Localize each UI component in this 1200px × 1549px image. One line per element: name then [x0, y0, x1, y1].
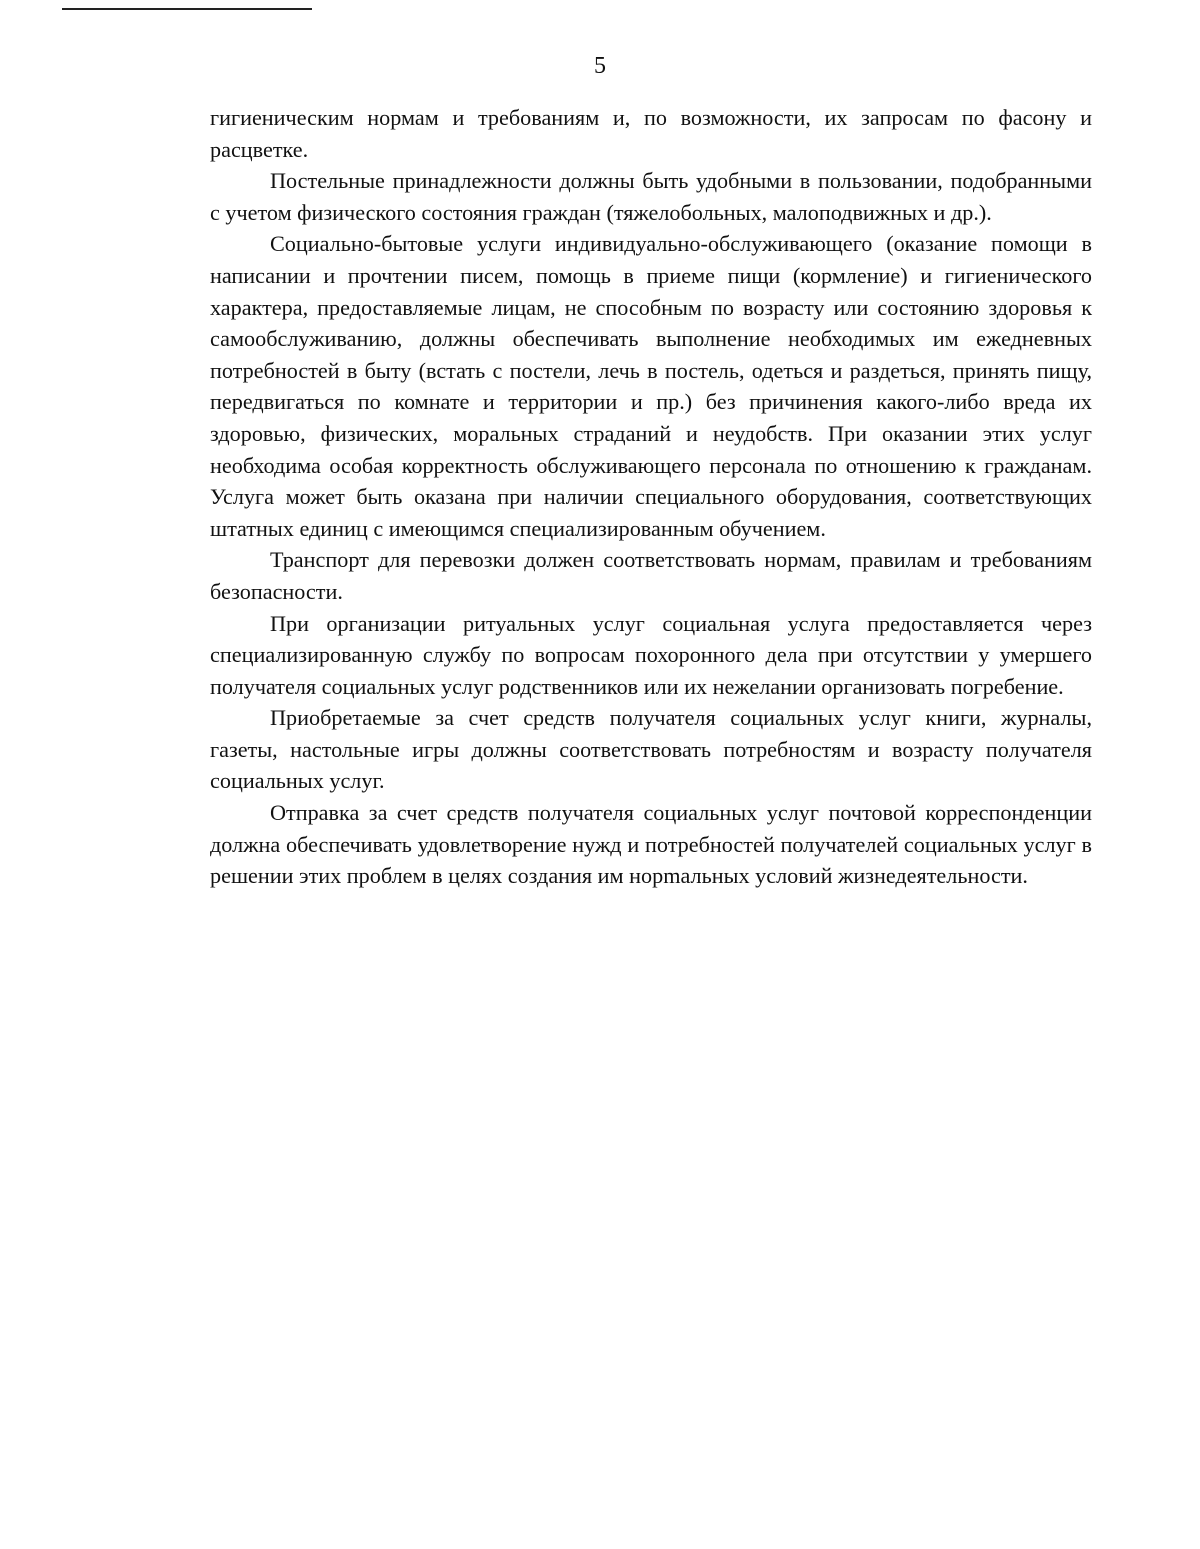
paragraph-2: Постельные принадлежности должны быть удобными в пользовании, подобранными с учетом физического состояния граждан (тяжелобольных, малоподвижных и др.). — [210, 168, 1092, 225]
paragraph-3: Социально-бытовые услуги индивидуально-обслуживающего (оказание помощи в написании и прочтении писем, помощь в приеме пищи (кормление) и гигиенического характера, предоставляемые лицам, не способным по возрасту или состоянию здоровья к самообслуживанию, должны обеспечивать выполнение необходимых им ежедневных потребностей в быту (встать с постели, лечь в постель, одеться и раздеться, принять пищу, передвигаться по комнате и территории и пр.) без причинения какого-либо вреда их здоровью, физических, моральных страданий и неудобств. При оказании этих услуг необходима особая корректность обслуживающего персонала по отношению к гражданам. Услуга может быть оказана при наличии специального оборудования, соответствующих штатных единиц с имеющимся специализированным обучением. — [210, 231, 1092, 541]
header-rule — [62, 8, 312, 10]
page-number: 5 — [594, 53, 606, 79]
paragraph-1: гигиеническим нормам и требованиям и, по возможности, их запросам по фасону и расцветке. — [210, 105, 1092, 162]
paragraph-6: Приобретаемые за счет средств получателя социальных услуг книги, журналы, газеты, настольные игры должны соответствовать потребностям и возрасту получателя социальных услуг. — [210, 705, 1092, 794]
paragraph-5: При организации ритуальных услуг социальная услуга предоставляется через специализированную службу по вопросам похоронного дела при отсутствии у умершего получателя социальных услуг родственников или их нежелании организовать погребение. — [210, 610, 1092, 699]
document-body — [210, 102, 1092, 892]
paragraph-7: Отправка за счет средств получателя социальных услуг почтовой корреспонденции должна обеспечивать удовлетворение нужд и потребностей получателей социальных услуг в решении этих проблем в целях создания им норmальных условий жизнедеятельности. — [210, 800, 1092, 889]
paragraph-4: Транспорт для перевозки должен соответствовать нормам, правилам и требованиям безопасности. — [210, 547, 1092, 604]
